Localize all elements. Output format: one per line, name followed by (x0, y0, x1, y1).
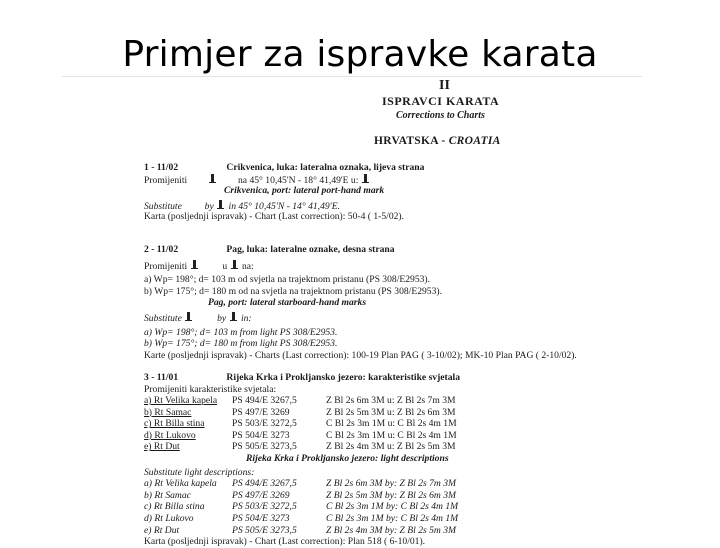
entry-3-number: 3 - 11/01 (144, 372, 179, 383)
table-row (144, 501, 664, 513)
entry-3-substitute-row (144, 467, 664, 479)
light-name: b) Rt Samac (144, 489, 191, 501)
entry-2-a-line: a) Wp= 198°; d= 103 m od svjetla na trajektnom pristanu (PS 308/E2953). (144, 274, 430, 286)
entry-1-title-hr: Crikvenica, luka: lateralna oznaka, lijeva strana (226, 162, 425, 173)
entry-2-sb-line: b) Wp= 175°; d= 180 m from light PS 308/E2953. (144, 338, 338, 350)
entry-3-title-en-row (144, 453, 664, 465)
entry-1-replace-label: Promijeniti (144, 174, 188, 186)
entry-3-chart-line: Karta (posljednji ispravak) - Chart (Last correction): Plan 518 ( 6-10/01). (144, 536, 426, 548)
light-desc: Z Bl 2s 6m 3M u: Z Bl 2s 7m 3M (326, 395, 456, 406)
entry-2-chart-line: Karte (posljednji ispravak) - Charts (Last correction): 100-19 Plan PAG ( 3-10/02); MK-10 Plan PAG ( 2-10/02). (144, 349, 577, 361)
light-table-hr (144, 395, 664, 548)
light-desc: Z Bl 2s 4m 3M u: Z Bl 2s 5m 3M (326, 441, 456, 453)
entry-2-sa-line: a) Wp= 198°; d= 103 m from light PS 308/E2953. (144, 326, 338, 338)
buoy-icon (190, 260, 200, 270)
light-desc: Z Bl 2s 4m 3M by: Z Bl 2s 5m 3M (326, 524, 457, 536)
light-desc: C Bl 2s 3m 1M u: C Bl 2s 4m 1M (326, 418, 457, 430)
section-title-en: Corrections to Charts (396, 110, 485, 121)
buoy-icon (229, 312, 239, 322)
light-name: c) Rt Billa stina (144, 418, 205, 430)
light-desc: Z Bl 2s 5m 3M u: Z Bl 2s 6m 3M (326, 406, 456, 418)
entry-1-substitute-pos: in 45° 10,45'N - 14° 41,49'E. (228, 200, 340, 212)
entry-2-title-hr: Pag, luka: lateralne oznake, desna strana (226, 244, 395, 255)
light-name: a) Rt Velika kapela (144, 395, 218, 406)
entry-1-replace-pos: na 45° 10,45'N - 18° 41,49'E (237, 174, 349, 186)
light-ref: PS 494/E 3267,5 (232, 395, 297, 406)
light-ref: PS 494/E 3267,5 (232, 478, 297, 490)
table-row (144, 513, 664, 525)
table-row (144, 418, 664, 430)
entry-3-replace-label: Promijeniti karakteristike svjetala: (144, 383, 277, 395)
table-row (144, 478, 664, 490)
entry-2-substitute-in: in: (240, 312, 252, 324)
entry-2-b-line: b) Wp= 175°; d= 180 m od na svjetla na trajektnom pristanu (PS 308/E2953). (144, 285, 442, 297)
light-desc: C Bl 2s 3m 1M u: C Bl 2s 4m 1M (326, 429, 457, 441)
light-ref: PS 505/E 3273,5 (232, 524, 297, 536)
section-title-hr: ISPRAVCI KARATA (382, 94, 500, 108)
buoy-icon (230, 260, 240, 270)
slide-title: Primjer za ispravke karata (122, 34, 598, 75)
entry-3-title-en: Rijeka Krka i Prokljansko jezero: light descriptions (246, 452, 449, 464)
entry-2-number: 2 - 11/02 (144, 244, 179, 255)
light-name: a) Rt Velika kapela (144, 478, 217, 490)
country-hr: HRVATSKA - (374, 135, 446, 147)
table-row (144, 395, 664, 407)
light-desc: Z Bl 2s 5m 3M by: Z Bl 2s 6m 3M (326, 489, 457, 501)
entry-1 (144, 162, 664, 223)
scanned-document (62, 76, 660, 548)
entry-3 (144, 372, 664, 395)
entry-1-title-en: Crikvenica, port: lateral port-hand mark (224, 185, 385, 197)
light-ref: PS 504/E 3273 (232, 512, 290, 524)
light-name: c) Rt Billa stina (144, 501, 205, 513)
entry-2-substitute-by: by (217, 312, 227, 324)
light-ref: PS 497/E 3269 (232, 489, 290, 501)
entry-1-chart-line: Karta (posljednji ispravak) - Chart (Last correction): 50-4 ( 1-5/02). (144, 211, 405, 223)
light-name: e) Rt Dut (144, 441, 180, 453)
light-name: b) Rt Samac (144, 406, 192, 418)
entry-1-substitute-by: by (204, 200, 214, 212)
entry-2-title-en: Pag, port: lateral starboard-hand marks (208, 297, 367, 309)
light-ref: PS 497/E 3269 (232, 406, 290, 418)
buoy-icon (208, 174, 218, 184)
entry-2-substitute-label: Substitute (144, 312, 182, 324)
entry-1-substitute-label: Substitute (144, 200, 182, 212)
entry-2-replace-u: u (222, 260, 228, 272)
table-row (144, 407, 664, 419)
entry-2-replace-label: Promijeniti (144, 260, 188, 272)
buoy-icon (184, 312, 194, 322)
buoy-icon (361, 174, 371, 184)
buoy-icon (216, 200, 226, 210)
light-name: e) Rt Dut (144, 524, 180, 536)
entry-2-replace-na: na: (242, 260, 254, 272)
light-name: d) Rt Lukovo (144, 429, 196, 441)
table-row (144, 441, 664, 453)
light-desc: Z Bl 2s 6m 3M by: Z Bl 2s 7m 3M (326, 478, 457, 490)
country-heading (374, 136, 534, 147)
light-ref: PS 505/E 3273,5 (232, 441, 297, 453)
table-row (144, 525, 664, 537)
light-desc: C Bl 2s 3m 1M by: C Bl 2s 4m 1M (326, 512, 459, 524)
entry-3-title-hr: Rijeka Krka i Prokljansko jezero: karakteristike svjetala (226, 372, 461, 383)
table-row (144, 490, 664, 502)
light-name: d) Rt Lukovo (144, 512, 194, 524)
light-ref: PS 504/E 3273 (232, 429, 290, 441)
entry-3-chart-row (144, 536, 664, 548)
light-desc: C Bl 2s 3m 1M by: C Bl 2s 4m 1M (326, 501, 459, 513)
entry-2 (144, 244, 664, 361)
entry-3-substitute-label: Substitute light descriptions: (144, 466, 255, 478)
light-ref: PS 503/E 3272,5 (232, 418, 297, 430)
entry-1-number: 1 - 11/02 (144, 162, 179, 173)
top-rule (62, 76, 642, 77)
light-ref: PS 503/E 3272,5 (232, 501, 297, 513)
country-en: CROATIA (448, 135, 501, 147)
table-row (144, 430, 664, 442)
section-number: II (439, 78, 450, 93)
entry-1-replace-to: u: (350, 174, 359, 186)
